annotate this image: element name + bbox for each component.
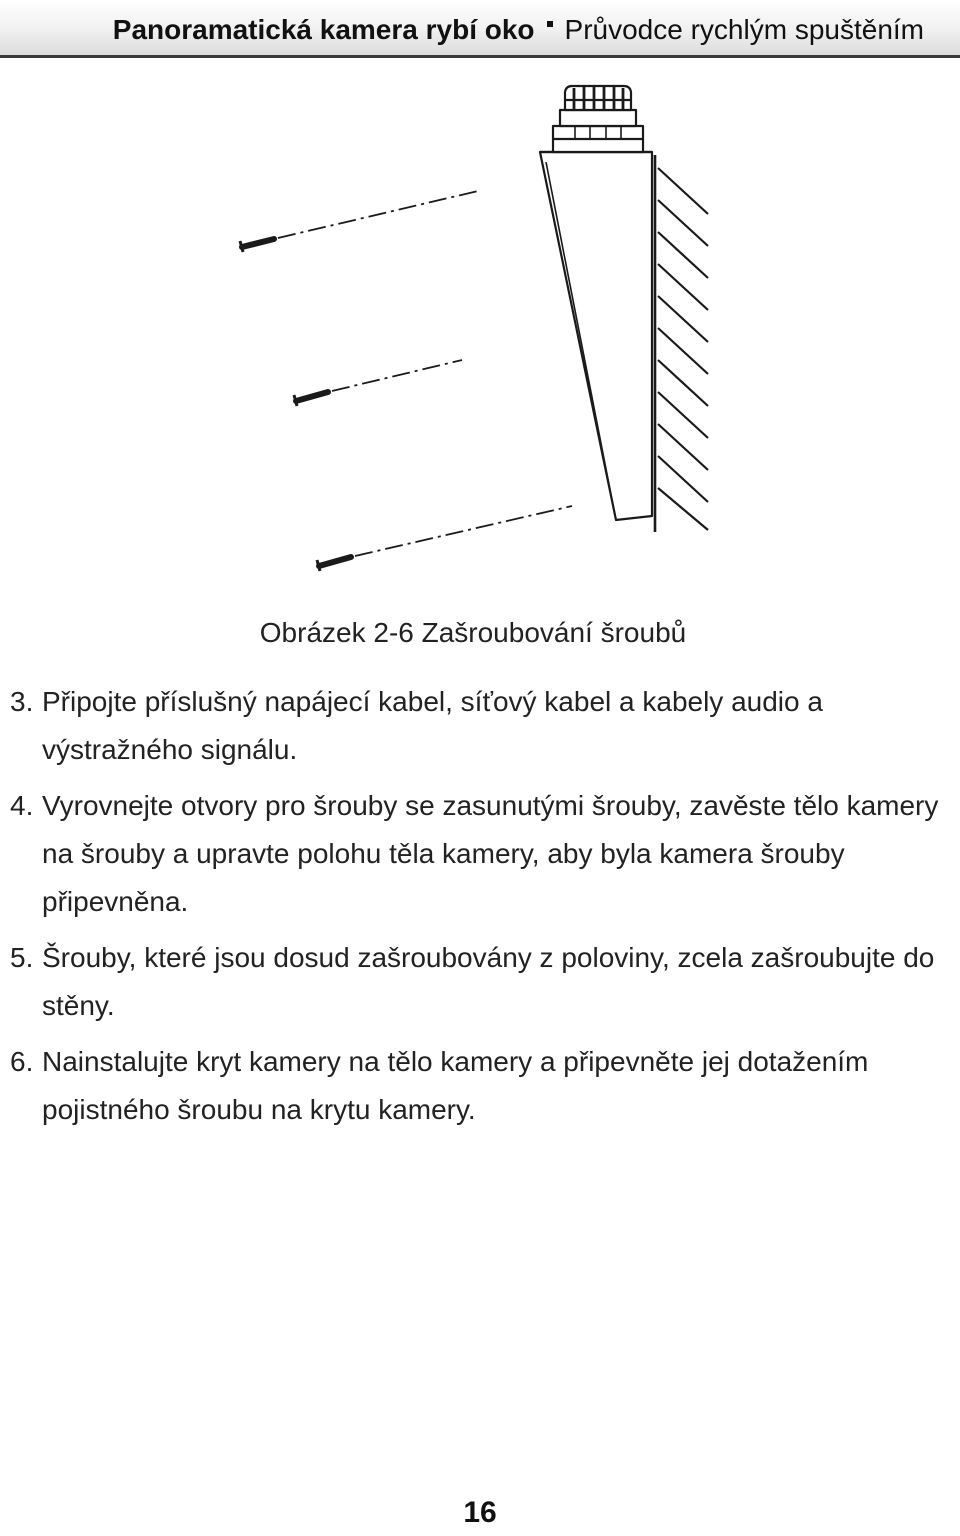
step-text: Vyrovnejte otvory pro šrouby se zasunutými šrouby, zavěste tělo kamery na šrouby a upravte polohu těla kamery, aby byla kamera šrouby připevněna. xyxy=(42,790,939,917)
instruction-steps xyxy=(10,678,940,1142)
installation-illustration xyxy=(0,60,960,620)
step-text: Nainstalujte kryt kamery na tělo kamery a připevněte jej dotažením pojistného šroubu na krytu kamery. xyxy=(42,1046,869,1125)
camera-body xyxy=(540,152,652,520)
figure-screw-installation xyxy=(0,60,960,620)
page-header xyxy=(0,0,960,58)
step-item xyxy=(10,782,940,926)
screw-top xyxy=(240,191,478,252)
cable-gland xyxy=(553,86,643,152)
header-text xyxy=(113,14,924,46)
screw-bottom xyxy=(317,506,572,571)
step-item xyxy=(10,1038,940,1134)
step-number: 5. xyxy=(10,942,34,973)
step-text: Šrouby, které jsou dosud zašroubovány z poloviny, zcela zašroubujte do stěny. xyxy=(42,942,935,1021)
step-number: 6. xyxy=(10,1046,34,1077)
step-item xyxy=(10,934,940,1030)
document-title: Panoramatická kamera rybí oko xyxy=(112,14,535,45)
screw-middle xyxy=(294,360,462,406)
step-number: 4. xyxy=(10,790,34,821)
header-separator xyxy=(547,21,553,27)
step-text: Připojte příslušný napájecí kabel, síťový kabel a kabely audio a výstražného signálu. xyxy=(42,686,823,765)
step-number: 3. xyxy=(10,686,34,717)
step-item xyxy=(10,678,940,774)
figure-caption: Obrázek 2-6 Zašroubování šroubů xyxy=(259,617,687,648)
document-subtitle: Průvodce rychlým spuštěním xyxy=(564,14,924,45)
wall-hatching xyxy=(655,155,708,532)
page-number: 16 xyxy=(463,1496,497,1529)
